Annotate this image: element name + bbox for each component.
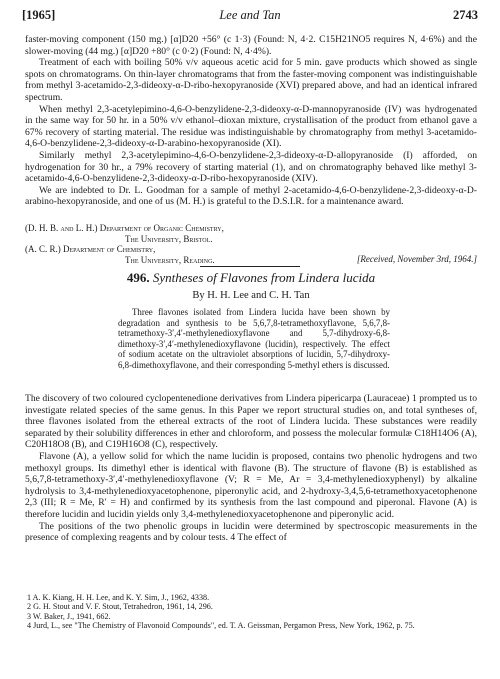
article-title-text: Syntheses of Flavones from Lindera lucida	[152, 270, 376, 285]
reference-item: 3 W. Baker, J., 1941, 662.	[27, 611, 111, 621]
reference-item: 2 G. H. Stout and V. F. Stout, Tetrahedron, 1961, 14, 296.	[27, 602, 213, 612]
section-divider	[200, 266, 300, 267]
paragraph: faster-moving component (150 mg.) [α]D20 +56° (c 1·3) (Found: N, 4·2. C15H21NO5 requires N, 4·6%) and the slower-moving (44 mg.) [α]D20 +80° (c 0·2) (Found: N, 4·4%).	[25, 34, 477, 57]
article-title	[25, 272, 477, 284]
paragraph: Flavone (A), a yellow solid for which the name lucidin is proposed, contains two phenolic hydrogens and two methoxyl groups. Its dimethyl ether is identical with flavone (B). The structure of flavone (B) is established as 5,6,7,8-tetramethoxy-3′,4′-methylenedioxyflavone (V; R = Me, Ar = 3,4-methylenedioxyphenyl) by alkaline hydrolysis to 3,4-methylenedioxyacetophenone, piperonylic acid, and 2-hydroxy-3,4,5,6-tetramethoxyacetophenone 2,3 (III; R = Me, R′ = H) and confirmed by its synthesis from the last compound and piperonal. Flavone (A) is therefore lucidin and lucidin yields only 3,4-methylenedioxyacetophenone and piperonylic acid.	[25, 450, 477, 520]
author-addresses	[25, 223, 477, 265]
header-page-number: 2743	[453, 8, 478, 22]
paragraph: Treatment of each with boiling 50% v/v aqueous acetic acid for 5 min. gave products which showed as single spots on chromatograms. On thin-layer chromatograms that from the faster-moving component was indistinguishable from methyl 3-acetamido-2,3-dideoxy-α-D-ribo-hexopyranoside (XVI) prepared above, and had an identical infrared spectrum.	[25, 57, 477, 103]
header-year: [1965]	[22, 8, 56, 22]
address-line: (D. H. B. and L. H.) Department of Organic Chemistry,	[25, 223, 224, 233]
article-body	[25, 393, 477, 544]
acknowledgement: We are indebted to Dr. L. Goodman for a sample of methyl 2-acetamido-4,6-O-benzylidene-2,3-dideoxy-α-D-arabino-hexopyranoside, and one of us (M. H.) is grateful to the D.S.I.R. for a maintenance award.	[25, 184, 477, 208]
paragraph: When methyl 2,3-acetylepimino-4,6-O-benzylidene-2,3-dideoxy-α-D-mannopyranoside (IV) was hydrogenated in the same way for 50 hr. in a 50% v/v ethanol–dioxan mixture, crystallisation of the product from ethanol gave a 67% recovery of starting material. The residue was indistinguishable by chromatography from methyl 3-acetamido-4,6-O-benzylidene-2,3-dideoxy-α-D-arabino-hexopyranoside (XI).	[25, 103, 477, 150]
address-line: (A. C. R.) Department of Chemistry,	[25, 244, 156, 254]
article-byline: By H. H. Lee and C. H. Tan	[192, 290, 310, 301]
paragraph: The discovery of two coloured cyclopentenedione derivatives from Lindera pipericarpa (Lauraceae) 1 prompted us to investigate related species of the same genus. In this Paper we report structural studies on, and total syntheses of, three flavones isolated from the ethereal extracts of the root of Lindera lucida. These substances were readily separated by their solubility differences in ether and chloroform, and possess the molecular formulæ C18H14O6 (A), C20H18O8 (B), and C19H16O8 (C), respectively.	[25, 393, 477, 451]
received-date: [Received, November 3rd, 1964.]	[356, 254, 477, 264]
paragraph: Similarly methyl 2,3-acetylepimino-4,6-O-benzylidene-2,3-dideoxy-α-D-allopyranoside (I) afforded, on hydrogenation for 30 hr., a 79% recovery of starting material (1), and on chromatography behaved like methyl 3-acetamido-4,6-O-benzylidene-2,3-dideoxy-α-D-ribo-hexopyranoside (XIV).	[25, 149, 477, 185]
reference-item: 4 Jurd, L., see "The Chemistry of Flavonoid Compounds", ed. T. A. Geissman, Pergamon Press, New York, 1962, p. 75.	[27, 620, 415, 630]
abstract: Three flavones isolated from Lindera lucida have been shown by degradation and synthesis to be 5,6,7,8-tetramethoxyflavone, 5,6,7,8-tetramethoxy-3′,4′-methylenedioxyflavone and 5,7-dihydroxy-6,8-dimethoxy-3′,4′-methylenedioxyflavone (lucidin), respectively. The effect of sodium acetate on the ultraviolet absorptions of lucidin, 5,7-dihydroxy-6,8-dimethoxyflavone, and their corresponding 5-methyl ethers is discussed.	[118, 307, 390, 370]
paragraph: The positions of the two phenolic groups in lucidin were determined by spectroscopic measurements in the presence of complexing reagents and by colour tests. 4 The effect of	[25, 520, 477, 544]
footnote-references	[25, 593, 477, 630]
address-line: The University, Reading.	[125, 254, 215, 265]
article-number: 496.	[126, 270, 150, 285]
running-header	[22, 10, 478, 24]
reference-item: 1 A. K. Kiang, H. H. Lee, and K. Y. Sim, J., 1962, 4338.	[27, 593, 210, 602]
header-authors: Lee and Tan	[219, 8, 281, 22]
address-line: The University, Bristol.	[125, 233, 213, 244]
preceding-article-text	[25, 34, 477, 208]
